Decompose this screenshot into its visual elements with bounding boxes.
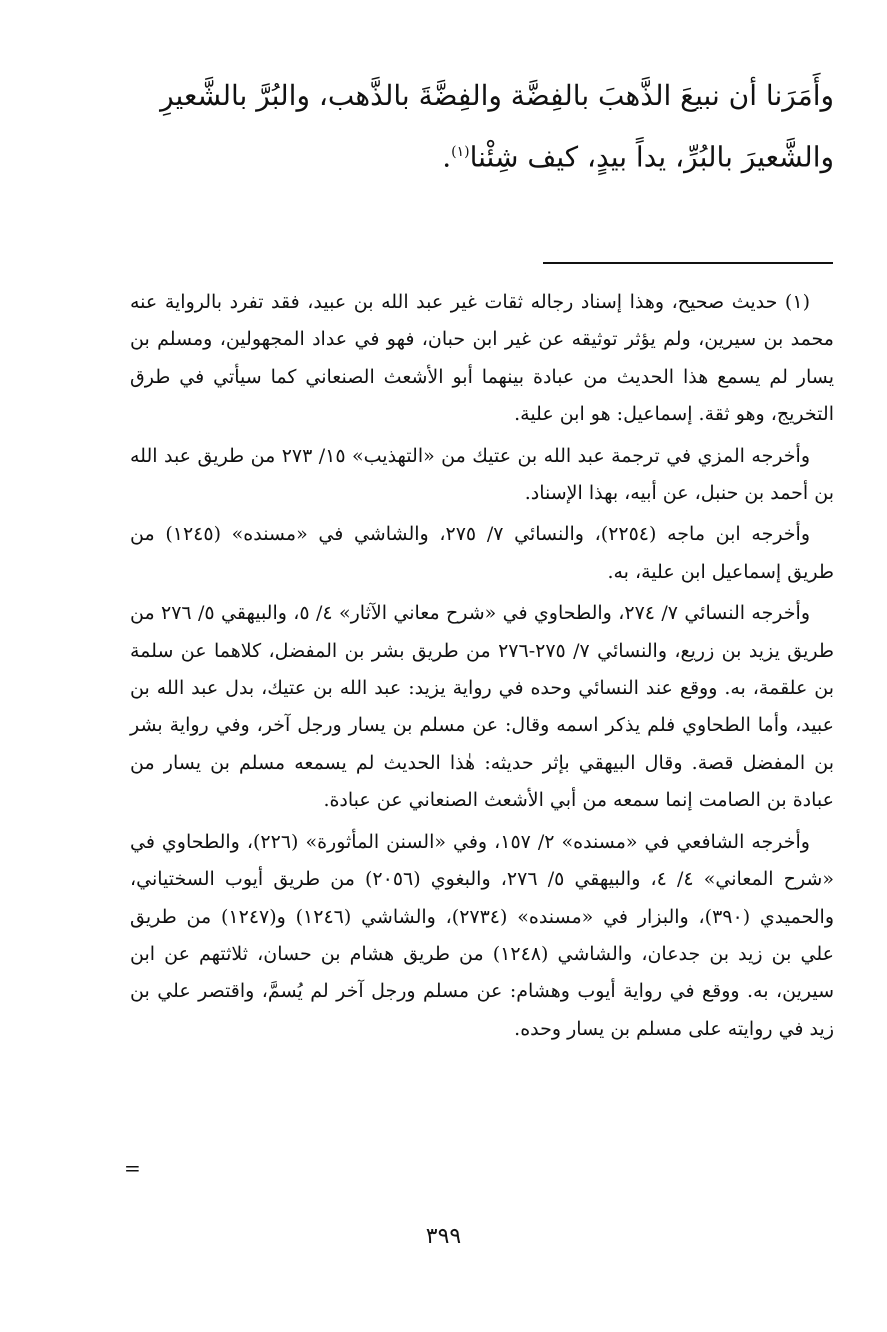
footnote-divider: [543, 262, 833, 264]
footnote-paragraph-5: وأخرجه الشافعي في «مسنده» ٢/ ١٥٧، وفي «السنن المأثورة» (٢٢٦)، والطحاوي في «شرح المعاني» ٤/ ٤، والبيهقي ٥/ ٢٧٦، والبغوي (٢٠٥٦) من طريق أيوب السختياني، والحميدي (٣٩٠)، والبزار في «مسنده» (٢٧٣٤)، والشاشي (١٢٤٦) و(١٢٤٧) من طريق علي بن زيد بن جدعان، والشاشي (١٢٤٨) من طريق هشام بن حسان، ثلاثتهم عن ابن سيرين، به. ووقع في رواية أيوب وهشام: عن مسلم ورجل آخر لم يُسمَّ، واقتصر علي بن زيد في روايته على مسلم بن يسار وحده.: [130, 830, 834, 1040]
continuation-mark: =: [124, 1156, 141, 1180]
hadith-line-1: وأَمَرَنا أن نبيعَ الذَّهبَ بالفِضَّة والفِضَّةَ بالذَّهب، والبُرَّ بالشَّعيرِ: [160, 79, 834, 112]
footnote-paragraph-2: وأخرجه المزي في ترجمة عبد الله بن عتيك من «التهذيب» ١٥/ ٢٧٣ من طريق عبد الله بن أحمد بن حنبل، عن أبيه، بهذا الإسناد.: [130, 444, 834, 505]
footnote-reference: (١): [451, 144, 470, 160]
footnotes: [130, 284, 834, 1052]
hadith-end-punctuation: .: [442, 140, 452, 174]
footnote-paragraph-4: وأخرجه النسائي ٧/ ٢٧٤، والطحاوي في «شرح معاني الآثار» ٤/ ٥، والبيهقي ٥/ ٢٧٦ من طريق يزيد بن زريع، والنسائي ٧/ ٢٧٥-٢٧٦ من طريق بشر بن المفضل، كلاهما عن سلمة بن علقمة، به. ووقع عند النسائي وحده في رواية يزيد: عبد الله بن عتيك، بدل عبد الله بن عبيد، وأما الطحاوي فلم يذكر اسمه وقال: عن مسلم بن يسار ورجل آخر، وفي رواية بشر بن المفضل قصة. وقال البيهقي بإثر حديثه: هٰذا الحديث لم يسمعه مسلم بن يسار من عبادة بن الصامت إنما سمعه من أبي الأشعث الصنعاني عن عبادة.: [130, 602, 835, 812]
hadith-text: [130, 68, 834, 185]
hadith-line-2: [130, 124, 834, 185]
footnote-paragraph-3: وأخرجه ابن ماجه (٢٢٥٤)، والنسائي ٧/ ٢٧٥، والشاشي في «مسنده» (١٢٤٥) من طريق إسماعيل ابن علية، به.: [130, 523, 834, 583]
page-number: ٣٩٩: [425, 1224, 462, 1249]
hadith-line-2-text: والشَّعيرَ بالبُرِّ، يداً بيدٍ، كيف شِئْنا: [469, 140, 834, 174]
footnote-paragraph-1: (١) حديث صحيح، وهذا إسناد رجاله ثقات غير عبد الله بن عبيد، فقد تفرد بالرواية عنه محمد بن سيرين، ولم يؤثر توثيقه عن غير ابن حبان، فهو في عداد المجهولين، ومسلم بن يسار لم يسمع هذا الحديث من عبادة بينهما أبو الأشعث الصنعاني كما سيأتي في طرق التخريج، وهو ثقة. إسماعيل: هو ابن علية.: [130, 291, 834, 426]
